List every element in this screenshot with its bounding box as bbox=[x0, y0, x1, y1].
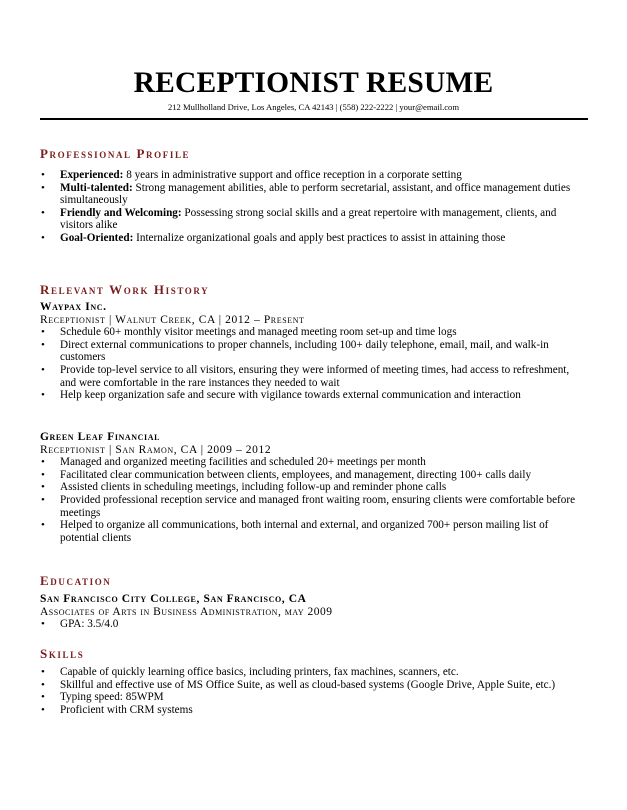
list-item: • GPA: 3.5/4.0 bbox=[40, 618, 588, 631]
work-section bbox=[40, 282, 588, 298]
company-name: Green Leaf Financial bbox=[40, 431, 161, 443]
job-green-leaf bbox=[40, 431, 588, 544]
skills-section bbox=[40, 646, 588, 662]
profile-heading: Professional Profile bbox=[40, 146, 191, 161]
job-bullets bbox=[40, 326, 588, 402]
list-item: • Help keep organization safe and secure with vigilance towards external communication and interaction bbox=[40, 389, 588, 402]
resume-title: RECEPTIONIST RESUME bbox=[133, 67, 494, 99]
school-name: San Francisco City College, San Francisco, CA bbox=[40, 593, 307, 605]
header-divider bbox=[40, 118, 588, 120]
education-content bbox=[40, 593, 588, 631]
list-item: • Facilitated clear communication between clients, employees, and management, directing 100+ calls daily bbox=[40, 469, 588, 482]
company-name: Waypax Inc. bbox=[40, 301, 107, 313]
job-waypax bbox=[40, 301, 588, 402]
education-section bbox=[40, 573, 588, 589]
profile-content bbox=[40, 169, 588, 245]
skills-list bbox=[40, 666, 588, 716]
list-item: • Provided professional reception service and managed front waiting room, ensuring clients were comfortable before meetings bbox=[40, 494, 588, 519]
skills-content bbox=[40, 666, 588, 716]
list-item: • Goal-Oriented: Internalize organizational goals and apply best practices to assist in attaining those bbox=[40, 232, 588, 245]
list-item: • Managed and organized meeting facilities and scheduled 20+ meetings per month bbox=[40, 456, 588, 469]
contact-line: 212 Mullholland Drive, Los Angeles, CA 42143 | (558) 222-2222 | your@email.com bbox=[167, 102, 460, 112]
list-item: • Experienced: 8 years in administrative support and office reception in a corporate setting bbox=[40, 169, 588, 182]
job-role: Receptionist | San Ramon, CA | 2009 – 2012 bbox=[40, 443, 272, 456]
profile-list bbox=[40, 169, 588, 245]
list-item: • Assisted clients in scheduling meetings, including follow-up and reminder phone calls bbox=[40, 481, 588, 494]
education-heading: Education bbox=[40, 573, 112, 588]
list-item: • Proficient with CRM systems bbox=[40, 704, 588, 717]
list-item: • Capable of quickly learning office basics, including printers, fax machines, scanners, etc. bbox=[40, 666, 588, 679]
list-item: • Helped to organize all communications, both internal and external, and organized 700+ person mailing list of potential clients bbox=[40, 519, 588, 544]
list-item: • Multi-talented: Strong management abilities, able to perform secretarial, assistant, and office management duties simultaneously bbox=[40, 182, 588, 207]
list-item: • Provide top-level service to all visitors, ensuring they were informed of meeting times, had access to refreshment, and were comfortable in the rare instances they needed to wait bbox=[40, 364, 588, 389]
degree: Associates of Arts in Business Administration, may 2009 bbox=[40, 605, 333, 618]
job-bullets bbox=[40, 456, 588, 544]
skills-heading: Skills bbox=[40, 646, 85, 661]
list-item: • Friendly and Welcoming: Possessing strong social skills and a great repertoire with management, clients, and visitors alike bbox=[40, 207, 588, 232]
list-item: • Skillful and effective use of MS Office Suite, as well as cloud-based systems (Google Drive, Apple Suite, etc.) bbox=[40, 679, 588, 692]
work-heading: Relevant Work History bbox=[40, 282, 210, 297]
education-bullets bbox=[40, 618, 588, 631]
job-role: Receptionist | Walnut Creek, CA | 2012 – Present bbox=[40, 313, 305, 326]
list-item: • Direct external communications to proper channels, including 100+ daily telephone, email, mail, and walk-in customers bbox=[40, 339, 588, 364]
list-item: • Typing speed: 85WPM bbox=[40, 691, 588, 704]
list-item: • Schedule 60+ monthly visitor meetings and managed meeting room set-up and time logs bbox=[40, 326, 588, 339]
profile-section bbox=[40, 146, 588, 162]
